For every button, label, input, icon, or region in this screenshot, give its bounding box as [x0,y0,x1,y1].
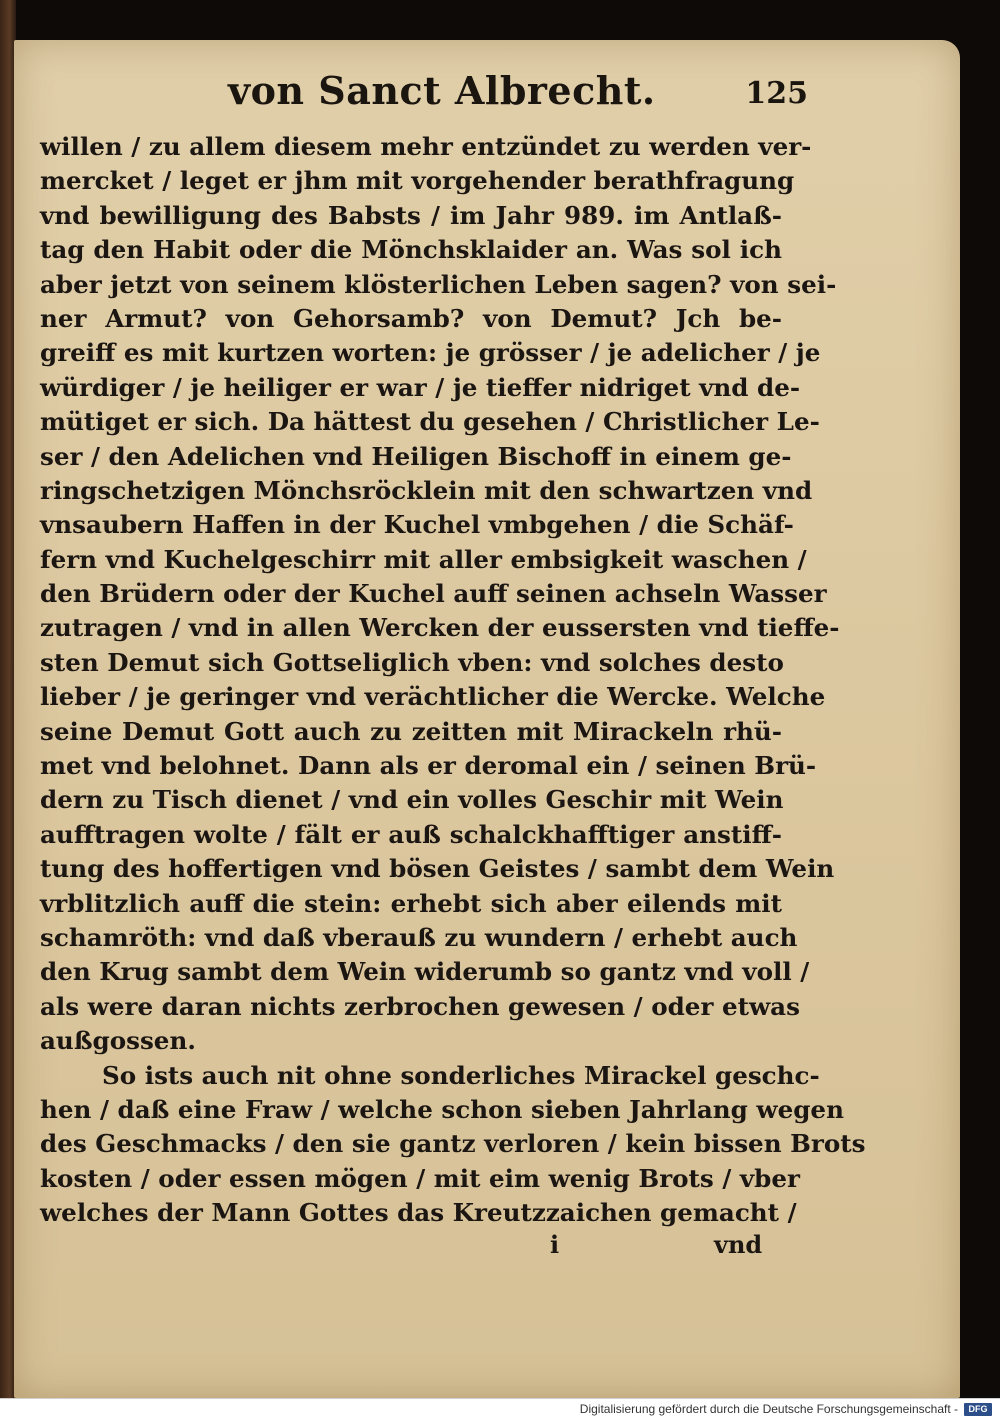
signature-mark: i [550,1230,560,1259]
paragraph-start-line: So ists auch nit ohne sonderliches Mirackel geschc- [102,1060,820,1090]
text-line: willen / zu allem diesem mehr entzündet zu werden ver- [40,132,812,161]
text-line: fern vnd Kuchelgeschirr mit aller embsigkeit waschen / [40,544,807,574]
text-line: würdiger / je heiliger er war / je tieffer nidriget vnd de- [40,372,801,402]
text-line: lieber / je geringer vnd verächtlicher die Wercke. Welche [40,682,826,712]
text-line: aber jetzt von seinem klösterlichen Leben sagen? von sei- [40,269,837,299]
text-line: seine Demut Gott auch zu zeitten mit Mirackeln rhü- [40,716,782,746]
text-line: ringschetzigen Mönchsröcklein mit den schwartzen vnd [40,475,813,505]
text-line: zutragen / vnd in allen Wercken der eussersten vnd tieffe- [40,613,840,643]
text-line: ser / den Adelichen vnd Heiligen Bischoff in einem ge- [40,441,792,471]
text-line: vnsaubern Haffen in der Kuchel vmbgehen / die Schäf- [40,510,794,540]
running-head: von Sanct Albrecht. [228,68,656,113]
text-line: welches der Mann Gottes das Kreutzzaichen gemacht / [40,1198,797,1228]
text-line: vrblitzlich auff die stein: erhebt sich aber eilends mit [40,888,782,918]
text-line: met vnd belohnet. Dann als er deromal ein / seinen Brü- [40,751,817,781]
text-line: vnd bewilligung des Babsts / im Jahr 989. im Antlaß- [40,200,782,230]
text-line: tag den Habit oder die Mönchsklaider an. Was sol ich [40,235,782,265]
footer-credit: Digitalisierung gefördert durch die Deutsche Forschungsgemeinschaft - [579,1402,958,1416]
text-line: greiff es mit kurtzen worten: je grösser / je adelicher / je [40,338,821,368]
body-text [40,130,866,1231]
footer-bar [0,1398,1000,1421]
text-line: mercket / leget er jhm mit vorgehender berathfragung [40,166,795,196]
text-line: den Krug sambt dem Wein widerumb so gantz vnd voll / [40,957,810,987]
page-number: 125 [745,76,808,111]
paragraph-end-line: außgossen. [40,1026,196,1056]
text-line: sten Demut sich Gottseliglich vben: vnd solches desto [40,647,784,677]
text-line: des Geschmacks / den sie gantz verloren / kein bissen Brots [40,1129,866,1159]
text-line: als were daran nichts zerbrochen gewesen / oder etwas [40,991,800,1021]
text-line: aufftragen wolte / fält er auß schalckhafftiger anstiff- [40,819,782,849]
catchword: vnd [714,1230,763,1259]
text-line: dern zu Tisch dienet / vnd ein volles Geschir mit Wein [40,785,784,815]
text-line: schamröth: vnd daß vberauß zu wundern / erhebt auch [40,922,798,952]
text-line: ner Armut? von Gehorsamb? von Demut? Jch be- [40,303,782,333]
text-line: kosten / oder essen mögen / mit eim wenig Brots / vber [40,1163,800,1193]
dfg-logo: DFG [964,1403,992,1416]
text-line: hen / daß eine Fraw / welche schon sieben Jahrlang wegen [40,1094,844,1124]
page-header [228,68,808,120]
text-line: tung des hoffertigen vnd bösen Geistes / sambt dem Wein [40,854,835,884]
text-line: den Brüdern oder der Kuchel auff seinen achseln Wasser [40,579,827,609]
text-line: mütiget er sich. Da hättest du gesehen / Christlicher Le- [40,407,820,437]
